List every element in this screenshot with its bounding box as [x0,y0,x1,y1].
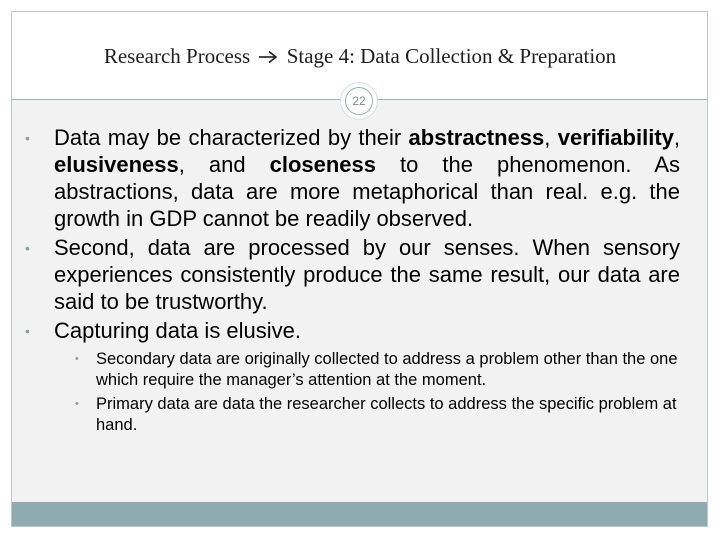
slide-content [24,124,680,439]
slide-title [0,44,720,69]
sub-bullet-item [72,349,680,391]
bullet-text-bold: abstractness [408,125,545,150]
bullet-text-bold: closeness [269,152,376,177]
sub-bullet-text: Primary data are data the researcher collects to address the specific problem at hand. [96,395,677,434]
page-number: 22 [345,87,373,115]
sub-bullet-dot-icon: • [75,353,79,365]
bullet-text-run: , [544,125,558,150]
sub-bullet-list [24,349,680,436]
bullet-text-run: to the phenomenon. As abstractions, data are more metaphorical than real. e.g. the growth in GDP cannot be readily observed. [54,152,680,231]
sub-bullet-item [72,394,680,436]
bullet-dot-icon: • [25,323,30,339]
sub-bullet-dot-icon: • [75,398,79,410]
bullet-item [24,124,680,232]
bullet-dot-icon: • [25,240,30,256]
bullet-text-run: , [673,125,680,150]
bullet-text-bold: verifiability [557,125,674,150]
bullet-text-run: Data may be characterized by their [54,125,409,150]
bullet-text-run: Capturing data is elusive. [54,318,302,343]
title-left: Research Process [103,44,251,68]
page-number-badge [340,82,378,120]
right-arrow-icon [257,50,279,64]
bullet-text-run: Second, data are processed by our senses. When sensory experiences consistently produce the same result, our data are said to be trustworthy. [54,235,680,314]
title-right: Stage 4: Data Collection & Preparation [286,44,617,68]
bullet-item [24,234,680,315]
footer-bar [12,502,707,526]
bullet-text-run: , and [178,152,270,177]
sub-bullet-text: Secondary data are originally collected to address a problem other than the one which require the manager’s attention at the moment. [96,350,678,389]
bullet-dot-icon: • [25,130,30,146]
bullet-text-bold: elusiveness [54,152,179,177]
bullet-item [24,317,680,344]
